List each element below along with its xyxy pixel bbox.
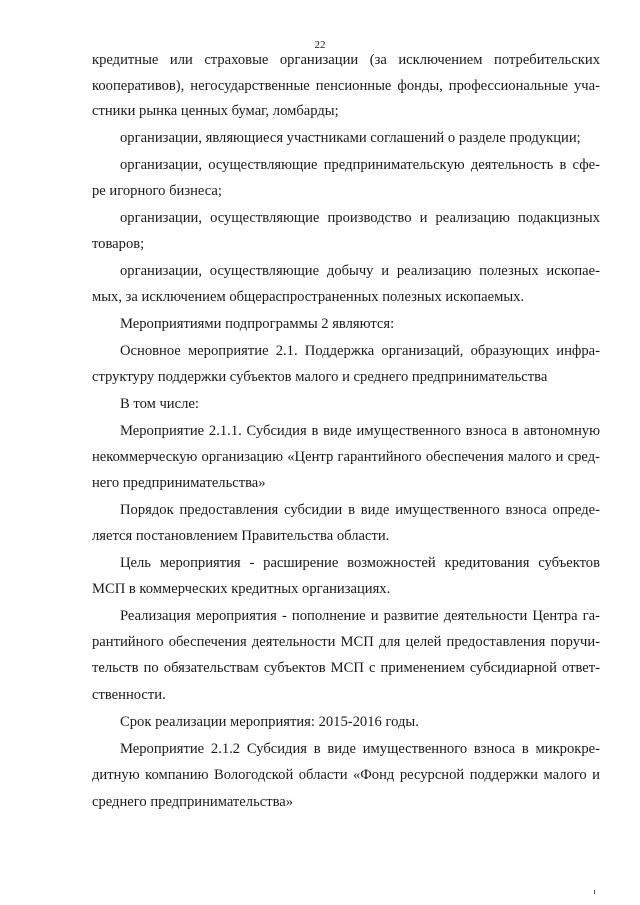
text-line: организации, осуществляющие производство и реализацию подакцизных bbox=[120, 210, 600, 226]
text-line: ственности. bbox=[92, 687, 166, 703]
text-line: Основное мероприятие 2.1. Поддержка организаций, образующих инфра- bbox=[120, 343, 600, 359]
text-line: мых, за исключением общераспространенных полезных ископаемых. bbox=[92, 289, 525, 305]
text-line: Реализация мероприятия - пополнение и развитие деятельности Центра га- bbox=[120, 608, 600, 624]
text-line: Порядок предоставления субсидии в виде имущественного взноса опреде- bbox=[120, 502, 600, 518]
text-line: МСП в коммерческих кредитных организациях. bbox=[92, 581, 391, 597]
text-line: стники рынка ценных бумаг, ломбарды; bbox=[92, 103, 339, 119]
scan-artifact bbox=[594, 890, 595, 894]
text-line: дитную компанию Вологодской области «Фонд ресурсной поддержки малого и bbox=[92, 767, 600, 783]
text-line: среднего предпринимательства» bbox=[92, 794, 294, 810]
text-line: кредитные или страховые организации (за исключением потребительских bbox=[92, 52, 600, 68]
text-line: Мероприятие 2.1.1. Субсидия в виде имущественного взноса в автономную bbox=[120, 423, 600, 439]
text-line: Срок реализации мероприятия: 2015-2016 годы. bbox=[120, 714, 419, 730]
text-line: ляется постановлением Правительства области. bbox=[92, 528, 390, 544]
text-line: структуру поддержки субъектов малого и среднего предпринимательства bbox=[92, 369, 548, 385]
text-line: тельств по обязательствам субъектов МСП с применением субсидиарной ответ- bbox=[92, 660, 600, 676]
text-line: организации, осуществляющие добычу и реализацию полезных ископае- bbox=[120, 263, 600, 279]
text-line: организации, являющиеся участниками соглашений о разделе продукции; bbox=[120, 130, 581, 146]
text-line: В том числе: bbox=[120, 396, 199, 412]
text-line: кооперативов), негосударственные пенсионные фонды, профессиональные уча- bbox=[92, 78, 600, 94]
text-line: Мероприятиями подпрограммы 2 являются: bbox=[120, 316, 395, 332]
text-line: него предпринимательства» bbox=[92, 475, 266, 491]
text-line: товаров; bbox=[92, 236, 145, 252]
text-line: рантийного обеспечения деятельности МСП для целей предоставления поручи- bbox=[92, 634, 600, 650]
text-line: некоммерческую организацию «Центр гарантийного обеспечения малого и сред- bbox=[92, 449, 600, 465]
page-number: 22 bbox=[314, 39, 326, 51]
text-line: организации, осуществляющие предпринимательскую деятельность в сфе- bbox=[120, 157, 600, 173]
text-line: Мероприятие 2.1.2 Субсидия в виде имущественного взноса в микрокре- bbox=[120, 741, 600, 757]
text-line: ре игорного бизнеса; bbox=[92, 183, 222, 199]
text-line: Цель мероприятия - расширение возможностей кредитования субъектов bbox=[120, 555, 600, 571]
